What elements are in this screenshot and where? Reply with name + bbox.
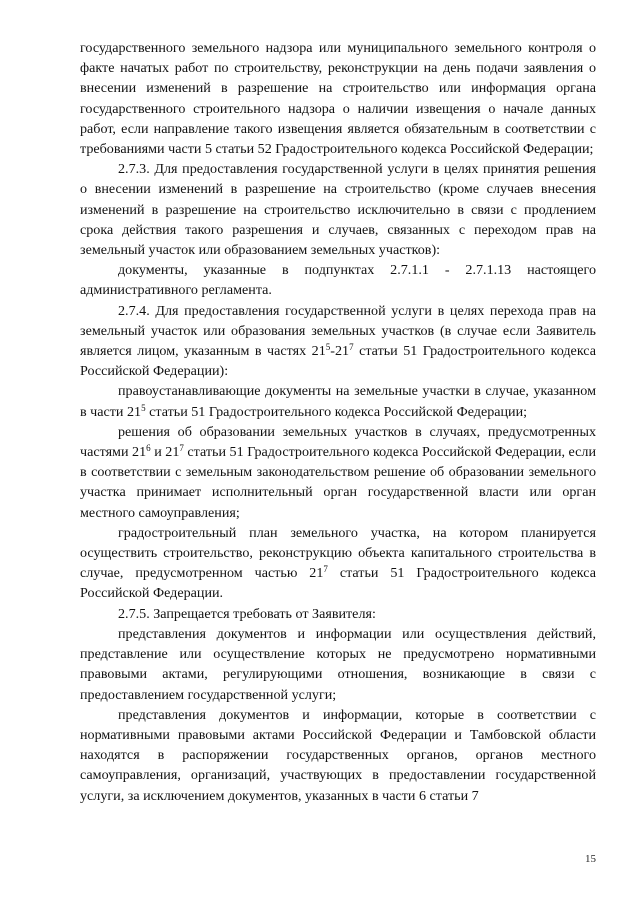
paragraph-building-supervision-notice: государственного земельного надзора или муниципального земельного контроля о факте начатых работ по строительству, реконструкции на день подачи заявления о внесении изменений в разрешение на строительство или информация органа государственного строительного надзора о наличии извещения о начале данных работ, если направление такого извещения является обязательным в соответствии с требованиями части 5 статьи 52 Градостроительного кодекса Российской Федерации; (80, 40, 596, 158)
paragraph-2-7-4 (80, 301, 596, 382)
page-number: 15 (585, 853, 596, 865)
text-segment: -21 (330, 343, 350, 360)
paragraph-land-formation-decisions (80, 422, 596, 523)
document-body (80, 38, 596, 806)
text-segment: статьи 51 Градостроительного кодекса Российской Федерации; (145, 403, 528, 420)
text-segment: и 21 (150, 444, 180, 461)
superscript: 5 (141, 402, 146, 413)
text-segment: решения об образовании земельных участков в случаях, предусмотренных частями 21 (80, 423, 596, 461)
paragraph-title-documents (80, 381, 596, 421)
superscript: 5 (325, 342, 331, 353)
paragraph-documents-listed: документы, указанные в подпунктах 2.7.1.1 - 2.7.1.13 настоящего административного регламента. (80, 262, 596, 299)
paragraph-prohibited-requirements-2: представления документов и информации, которые в соответствии с нормативными правовыми актами Российской Федерации и Тамбовской области находятся в распоряжении государственных органов, органов местного самоуправления, организаций, участвующих в предоставлении государственной услуги, за исключением документов, указанных в части 6 статьи 7 (80, 706, 596, 804)
text-segment: градостроительный план земельного участка, на котором планируется осуществить строительство, реконструкцию объекта капитального строительства в случае, предусмотренном частью 21 (80, 524, 596, 582)
paragraph-urban-planning-plan (80, 523, 596, 604)
text-segment: статьи 51 Градостроительного кодекса Российской Федерации. (80, 565, 596, 602)
superscript: 6 (146, 443, 151, 454)
paragraph-2-7-3: 2.7.3. Для предоставления государственной услуги в целях принятия решения о внесении изменений в разрешение на строительство (кроме случаев внесения изменений в разрешение на строительство исключительно в связи с продлением срока действия такого разрешения и случаев, связанных с переходом прав на земельный участок или образованием земельных участков): (80, 161, 596, 259)
superscript: 7 (349, 342, 354, 353)
text-segment: 2.7.4. Для предоставления государственной услуги в целях перехода прав на земельный участок или образования земельных участков (в случае если Заявитель является лицом, указанным в частях 21 (80, 302, 596, 360)
text-segment: статьи 51 Градостроительного кодекса Российской Федерации): (80, 343, 596, 380)
superscript: 7 (179, 443, 184, 454)
paragraph-2-7-5: 2.7.5. Запрещается требовать от Заявителя: (118, 605, 376, 622)
superscript: 7 (323, 564, 328, 575)
text-segment: правоустанавливающие документы на земельные участки в случае, указанном в части 21 (80, 383, 596, 420)
text-segment: статьи 51 Градостроительного кодекса Российской Федерации, если в соответствии с земельным законодательством решение об образовании земельного участка принимает исполнительный орган государственной власти или орган местного самоуправления; (80, 444, 596, 521)
paragraph-prohibited-requirements-1: представления документов и информации или осуществления действий, представление или осуществление которых не предусмотрено нормативными правовыми актами, регулирующими отношения, возникающие в связи с предоставлением государственной услуги; (80, 625, 596, 703)
